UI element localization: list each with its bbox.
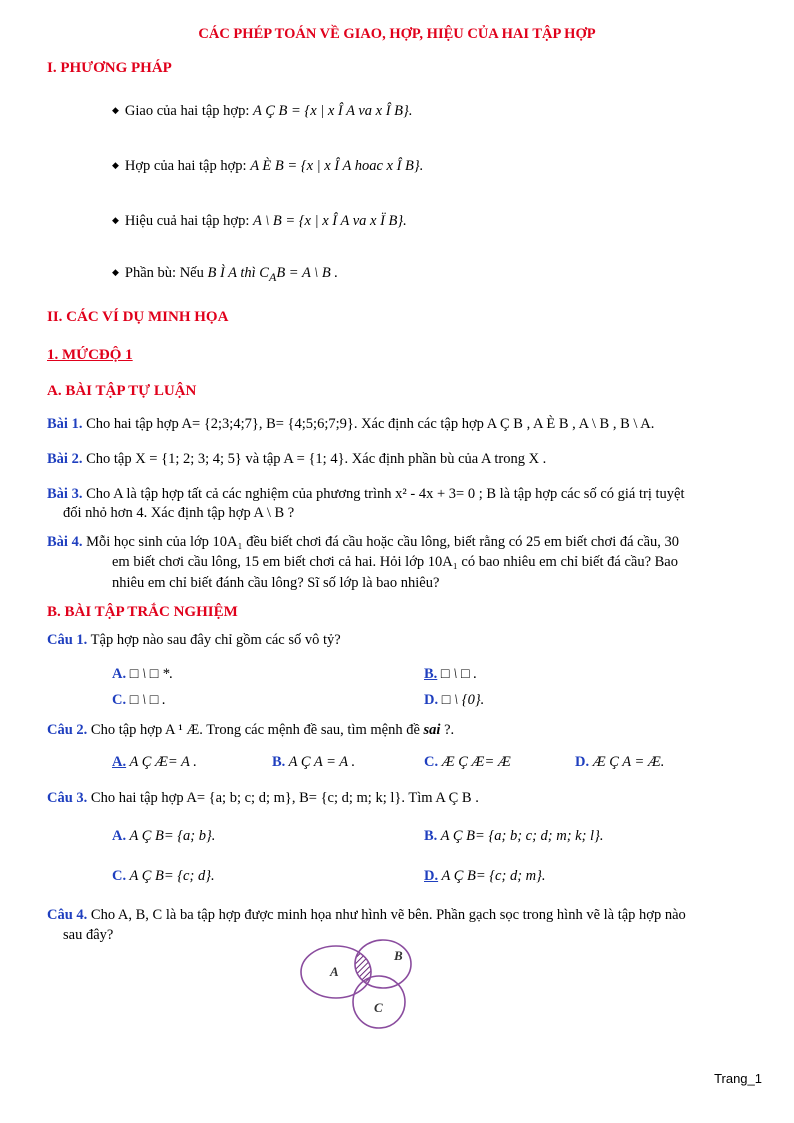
option-label: C.	[112, 692, 127, 708]
question-label: Câu 2.	[47, 722, 88, 738]
page-footer: Trang_1	[714, 1071, 762, 1086]
exercise-label: Bài 4.	[47, 534, 83, 550]
q2-option-a[interactable]	[112, 754, 197, 771]
option-text: □ \ {0}.	[438, 692, 485, 708]
method-subscript: A	[268, 269, 277, 284]
method-formula: A È B = {x | x Î A hoac x Î B}.	[250, 158, 424, 174]
option-label: B.	[424, 666, 438, 682]
q1-option-c[interactable]	[112, 692, 166, 709]
option-text: □ \ □ .	[437, 666, 477, 682]
option-text: A Ç B= {c; d; m}.	[438, 868, 546, 884]
option-text: A Ç Æ= A .	[126, 754, 197, 770]
option-label: B.	[272, 754, 286, 770]
exercise-text: Cho A là tập hợp tất cả các nghiệm của phương trình x² - 4x + 3= 0 ; B là tập hợp các số có giá trị tuyệt	[82, 486, 685, 502]
q3-option-a[interactable]	[112, 828, 215, 845]
method-label: Hợp của hai tập hợp:	[124, 158, 247, 174]
question-text: Cho tập hợp A ¹ Æ. Trong các mệnh đề sau, tìm mệnh đề	[87, 722, 424, 738]
exercise-4	[47, 534, 679, 551]
exercise-2	[47, 451, 546, 468]
diamond-bullet-icon: ◆	[112, 105, 119, 115]
option-label: D.	[424, 868, 439, 884]
exercise-3	[47, 486, 684, 503]
exercise-text: Mỗi học sinh của lớp 10A₁ đều biết chơi đá cầu hoặc cầu lông, biết rằng có 25 em biết chơi đá cầu, 30	[82, 534, 680, 550]
question-text: Tập hợp nào sau đây chỉ gồm các số vô tỷ?	[87, 632, 341, 648]
question-2	[47, 722, 454, 739]
option-text: A Ç B= {a; b}.	[126, 828, 216, 844]
question-label: Câu 3.	[47, 790, 88, 806]
method-formula-rest: B = A \ B .	[276, 265, 338, 281]
exercise-text: Cho hai tập hợp A= {2;3;4;7}, B= {4;5;6;7;9}. Xác định các tập hợp A Ç B , A È B , A \ B , B \ A.	[82, 416, 655, 432]
method-item-intersection	[112, 103, 412, 120]
option-label: A.	[112, 828, 127, 844]
q3-option-b[interactable]	[424, 828, 604, 845]
diamond-bullet-icon: ◆	[112, 160, 119, 170]
method-item-difference	[112, 213, 407, 230]
option-text: A Ç B= {c; d}.	[126, 868, 215, 884]
venn-label-a: A	[330, 964, 339, 979]
method-formula: B Ì A thì C	[207, 265, 269, 281]
diamond-bullet-icon: ◆	[112, 215, 119, 225]
question-label: Câu 4.	[47, 907, 88, 923]
question-text: Cho hai tập hợp A= {a; b; c; d; m}, B= {c; d; m; k; l}. Tìm A Ç B .	[87, 790, 479, 806]
option-label: A.	[112, 754, 127, 770]
exercise-4-line3: nhiêu em chỉ biết đánh cầu lông? Sĩ số lớp là bao nhiêu?	[112, 575, 440, 591]
exercise-3-line2: đối nhỏ hơn 4. Xác định tập hợp A \ B ?	[63, 505, 295, 521]
question-1	[47, 632, 341, 649]
exercise-label: Bài 3.	[47, 486, 83, 502]
q2-option-b[interactable]	[272, 754, 355, 771]
q2-option-d[interactable]	[575, 754, 664, 771]
question-label: Câu 1.	[47, 632, 88, 648]
venn-diagram	[296, 932, 426, 1032]
q2-option-c[interactable]	[424, 754, 511, 771]
option-label: D.	[424, 692, 439, 708]
option-text: A Ç B= {a; b; c; d; m; k; l}.	[437, 828, 604, 844]
q1-option-a[interactable]	[112, 666, 173, 683]
option-text: A Ç A = A .	[285, 754, 356, 770]
venn-label-b: B	[394, 948, 403, 963]
q3-option-d[interactable]	[424, 868, 546, 885]
section2-heading: II. CÁC VÍ DỤ MINH HỌA	[47, 309, 229, 325]
option-label: C.	[424, 754, 439, 770]
question-4-line2: sau đây?	[63, 927, 114, 943]
level-heading: 1. MỨCĐỘ 1	[47, 347, 133, 363]
question-4	[47, 907, 686, 924]
method-label: Phần bù: Nếu	[124, 265, 204, 281]
exercise-text: Cho tập X = {1; 2; 3; 4; 5} và tập A = {1; 4}. Xác định phần bù của A trong X .	[82, 451, 547, 467]
section1-heading: I. PHƯƠNG PHÁP	[47, 60, 172, 76]
partA-heading: A. BÀI TẬP TỰ LUẬN	[47, 383, 197, 399]
exercise-4-line2: em biết chơi cầu lông, 15 em biết chơi cả hai. Hỏi lớp 10A₁ có bao nhiêu em chỉ biết đá cầu? Bao	[112, 554, 678, 570]
venn-label-c: C	[374, 1000, 383, 1015]
option-label: D.	[575, 754, 590, 770]
q1-option-b[interactable]	[424, 666, 477, 683]
page-title: CÁC PHÉP TOÁN VỀ GIAO, HỢP, HIỆU CỦA HAI TẬP HỢP	[198, 26, 596, 42]
option-label: B.	[424, 828, 438, 844]
method-formula: A \ B = {x | x Î A va x Ï B}.	[252, 213, 407, 229]
option-label: C.	[112, 868, 127, 884]
exercise-label: Bài 1.	[47, 416, 83, 432]
question-3	[47, 790, 479, 807]
q1-option-d[interactable]	[424, 692, 484, 709]
option-text: Æ Ç A = Æ.	[589, 754, 665, 770]
exercise-1	[47, 416, 654, 433]
method-label: Hiệu cuả hai tập hợp:	[124, 213, 250, 229]
question-end: ?.	[440, 722, 455, 738]
method-item-complement	[112, 265, 338, 285]
question-emphasis: sai	[423, 722, 441, 738]
option-text: □ \ □ *.	[126, 666, 174, 682]
method-formula: A Ç B = {x | x Î A va x Î B}.	[252, 103, 413, 119]
method-item-union	[112, 158, 423, 175]
option-label: A.	[112, 666, 127, 682]
method-label: Giao của hai tập hợp:	[124, 103, 250, 119]
diamond-bullet-icon: ◆	[112, 267, 119, 277]
partB-heading: B. BÀI TẬP TRẮC NGHIỆM	[47, 604, 238, 620]
exercise-label: Bài 2.	[47, 451, 83, 467]
option-text: □ \ □ .	[126, 692, 166, 708]
q3-option-c[interactable]	[112, 868, 215, 885]
option-text: Æ Ç Æ= Æ	[438, 754, 511, 770]
question-text: Cho A, B, C là ba tập hợp được minh họa như hình vẽ bên. Phần gạch sọc trong hình vẽ là tập hợp nào	[87, 907, 686, 923]
